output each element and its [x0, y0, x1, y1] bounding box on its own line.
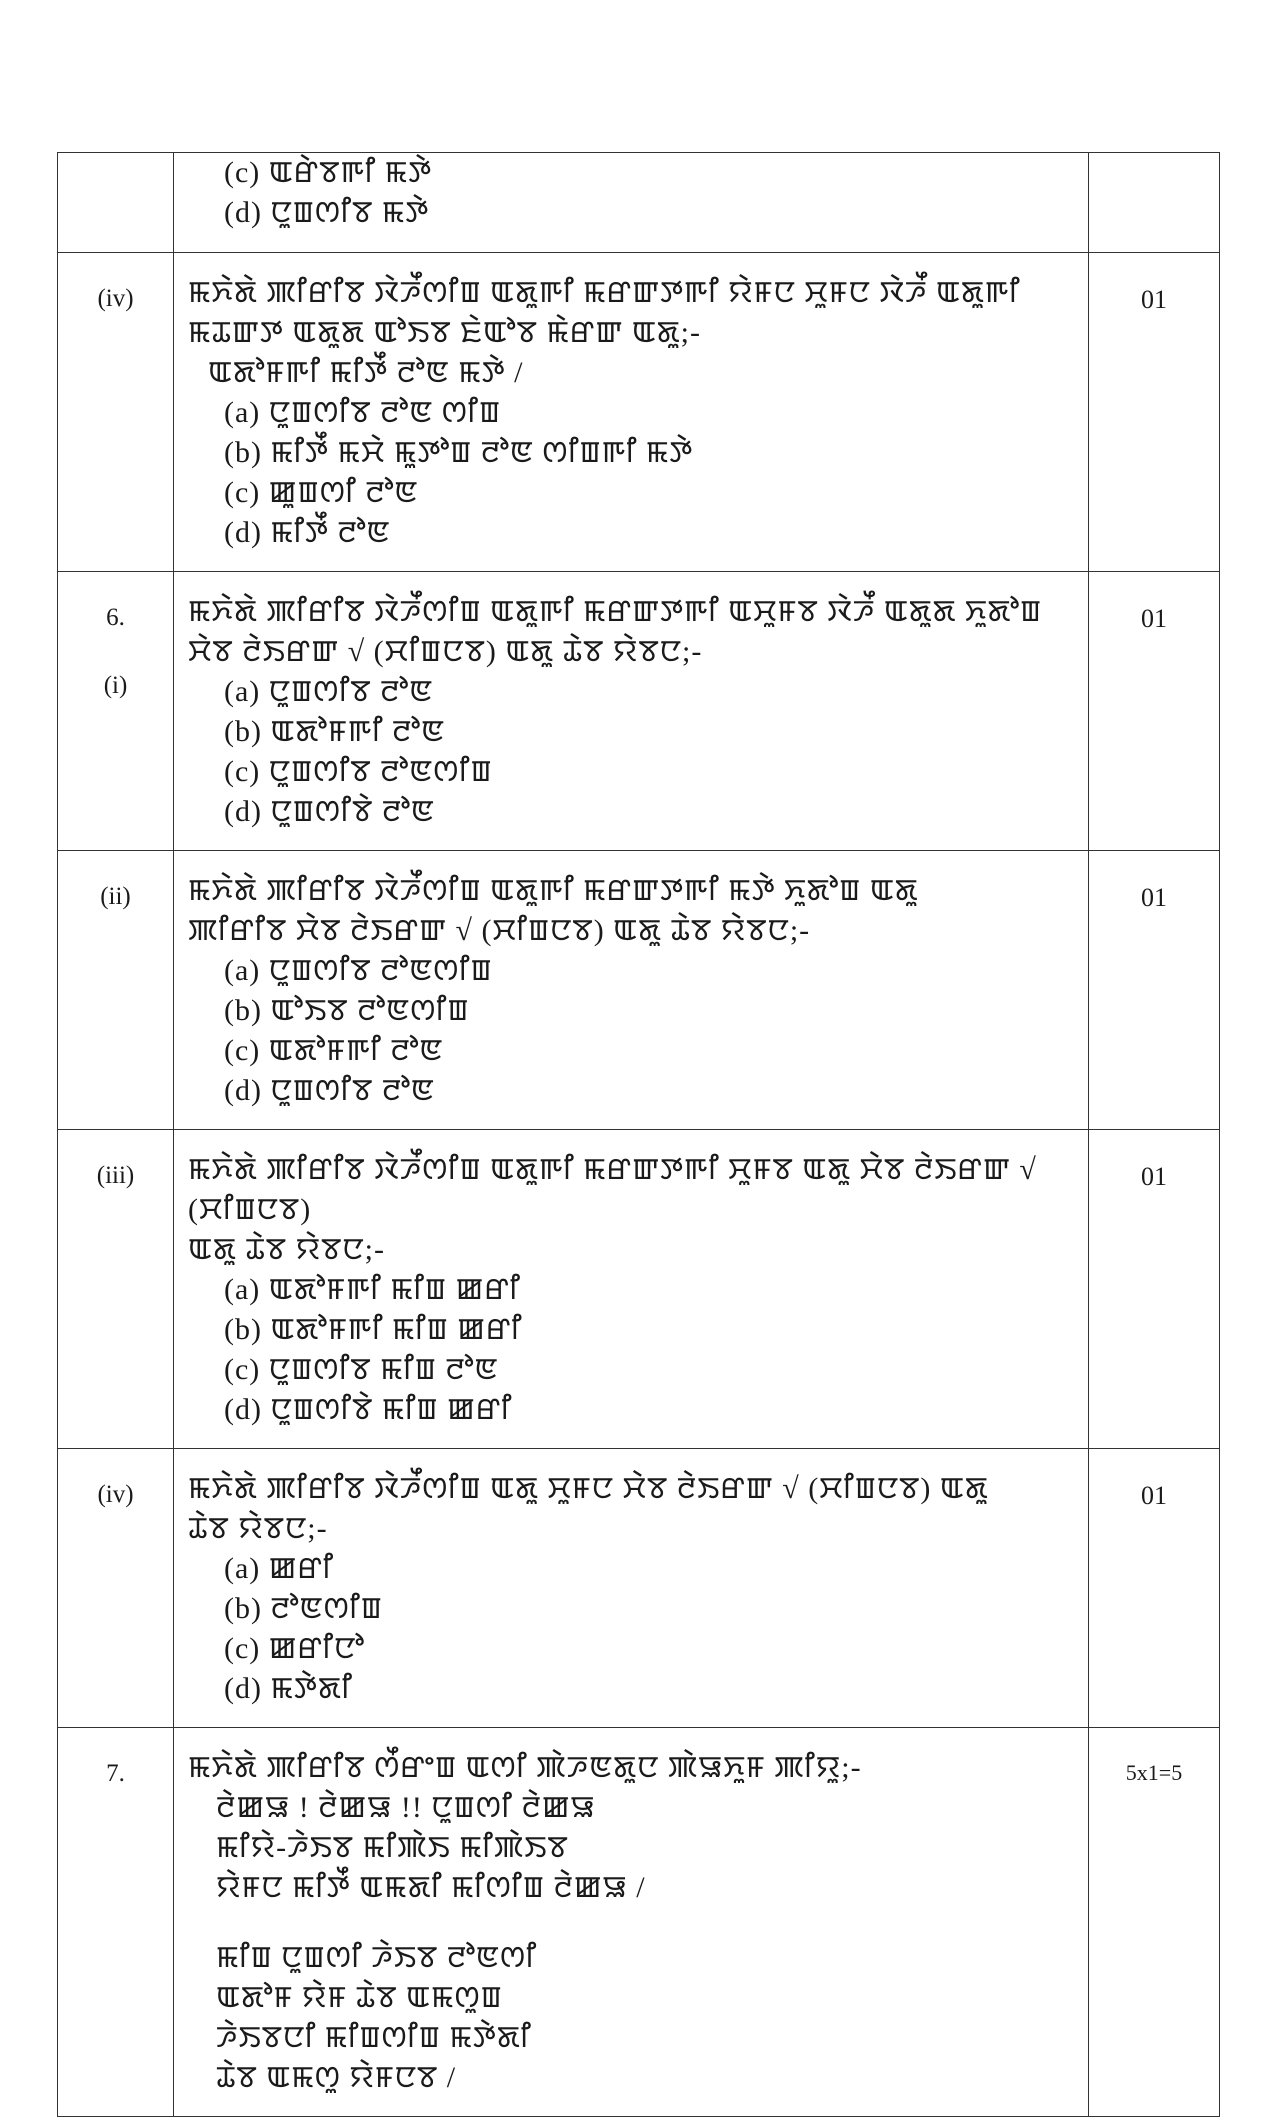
marks-cell: 01	[1089, 572, 1220, 851]
option-b: (b) ꯑꯗꯣꯝꯒꯤ ꯂꯣꯟ	[224, 715, 446, 748]
question-number: 7.	[58, 1728, 174, 2117]
question-sub-number: (i)	[103, 672, 128, 699]
option-d: (d) ꯃꯤꯇꯩ ꯂꯣꯟ	[224, 516, 391, 549]
option-c: (c) ꯑꯔꯥꯕꯒꯤ ꯃꯇꯥ	[224, 156, 433, 189]
question-body	[174, 1130, 1089, 1449]
question-row	[58, 1449, 1220, 1728]
question-body	[174, 153, 1089, 253]
poem-line: ꯂꯥꯀꯎ ! ꯂꯥꯀꯎ !! ꯅꯨꯡꯁꯤ ꯂꯥꯀꯎ	[216, 1791, 596, 1824]
question-number: (iii)	[58, 1130, 174, 1449]
question-number	[58, 153, 174, 253]
option-b: (b) ꯃꯤꯇꯩ ꯃꯆꯥ ꯃꯨꯇꯣꯡ ꯂꯣꯟ ꯁꯤꯡꯒꯤ ꯃꯇꯥ	[224, 436, 694, 469]
poem-line: ꯑꯗꯣꯝ ꯌꯥꯝ ꯊꯥꯕ ꯑꯃꯁꯨꯡ	[216, 1981, 503, 2014]
option-c: (c) ꯑꯗꯣꯝꯒꯤ ꯂꯣꯟ	[224, 1034, 444, 1067]
option-a: (a) ꯀꯔꯤ	[224, 1552, 335, 1585]
question-number: (ii)	[58, 851, 174, 1130]
option-c: (c) ꯀꯔꯤꯅꯣ	[224, 1632, 366, 1665]
marks-cell	[1089, 153, 1220, 253]
question-table	[57, 152, 1220, 2117]
marks-cell: 01	[1089, 253, 1220, 572]
option-d: (d) ꯅꯨꯡꯁꯤꯕ ꯃꯇꯥ	[224, 196, 430, 229]
question-stem-line: ꯃꯊꯛꯇ ꯑꯗꯨꯗ ꯑꯣꯏꯕ ꯐꯥꯑꯣꯕ ꯃꯥꯔꯛ ꯑꯗꯨ;-	[188, 316, 701, 349]
poem-line: ꯍꯥꯏꯕꯅꯤ ꯃꯤꯡꯁꯤꯡ ꯃꯇꯥꯗꯤ	[216, 2021, 532, 2054]
option-c: (c) ꯅꯨꯡꯁꯤꯕ ꯂꯣꯟꯁꯤꯡ	[224, 755, 493, 788]
question-row	[58, 1130, 1220, 1449]
question-row	[58, 153, 1220, 253]
option-a: (a) ꯅꯨꯡꯁꯤꯕ ꯂꯣꯟ	[224, 675, 434, 708]
option-b: (b) ꯂꯣꯟꯁꯤꯡ	[224, 1592, 383, 1625]
option-c: (c) ꯀꯨꯡꯁꯤ ꯂꯣꯟ	[224, 476, 419, 509]
question-body	[174, 1449, 1089, 1728]
option-b: (b) ꯑꯣꯏꯕ ꯂꯣꯟꯁꯤꯡ	[224, 994, 470, 1027]
option-c: (c) ꯅꯨꯡꯁꯤꯕ ꯃꯤꯡ ꯂꯣꯟ	[224, 1353, 499, 1386]
question-stem-line: ꯃꯈꯥꯗꯥ ꯄꯤꯔꯤꯕ ꯋꯥꯍꯩꯁꯤꯡ ꯑꯗꯨꯒꯤ ꯃꯔꯛꯇꯒꯤ ꯃꯇꯥ ꯈꯨꯗꯣꯡ ꯑꯗꯨ	[188, 874, 919, 907]
question-row	[58, 851, 1220, 1130]
question-body	[174, 572, 1089, 851]
question-stem-line: ꯃꯈꯥꯗꯥ ꯄꯤꯔꯤꯕ ꯋꯥꯍꯩꯁꯤꯡ ꯑꯗꯨꯒꯤ ꯃꯔꯛꯇꯒꯤ ꯆꯨꯝꯕ ꯑꯗꯨ ꯆꯥꯕ ꯂꯥꯏꯔꯛ √ (ꯆꯤꯡꯅꯕ)	[188, 1153, 1037, 1226]
question-stem-line: ꯃꯈꯥꯗꯥ ꯄꯤꯔꯤꯕ ꯋꯥꯍꯩꯁꯤꯡ ꯑꯗꯨꯒꯤ ꯃꯔꯛꯇꯒꯤ ꯌꯥꯝꯅ ꯆꯨꯝꯅ ꯋꯥꯍꯩ ꯑꯗꯨꯒꯤ	[188, 276, 1021, 309]
question-stem-line: ꯃꯈꯥꯗꯥ ꯄꯤꯔꯤꯕ ꯋꯥꯍꯩꯁꯤꯡ ꯑꯗꯨ ꯆꯨꯝꯅ ꯆꯥꯕ ꯂꯥꯏꯔꯛ √ (ꯆꯤꯡꯅꯕ) ꯑꯗꯨ	[188, 1472, 989, 1505]
option-d: (d) ꯅꯨꯡꯁꯤꯕꯥ ꯂꯣꯟ	[224, 795, 435, 828]
question-stem-line: ꯃꯈꯥꯗꯥ ꯄꯤꯔꯤꯕ ꯋꯥꯍꯩꯁꯤꯡ ꯑꯗꯨꯒꯤ ꯃꯔꯛꯇꯒꯤ ꯑꯆꯨꯝꯕ ꯋꯥꯍꯩ ꯑꯗꯨꯗ ꯈꯨꯗꯣꯡ	[188, 595, 1043, 628]
question-main-number: 6.	[106, 604, 125, 631]
poem-line: ꯊꯥꯕ ꯑꯃꯁꯨ ꯌꯥꯝꯅꯕ /	[216, 2061, 457, 2094]
question-stem-line: ꯆꯥꯕ ꯂꯥꯏꯔꯛ √ (ꯆꯤꯡꯅꯕ) ꯑꯗꯨ ꯊꯥꯕ ꯌꯥꯕꯅ;-	[188, 635, 703, 668]
option-b: (b) ꯑꯗꯣꯝꯒꯤ ꯃꯤꯡ ꯀꯔꯤ	[224, 1313, 523, 1346]
question-stem-line: ꯄꯤꯔꯤꯕ ꯆꯥꯕ ꯂꯥꯏꯔꯛ √ (ꯆꯤꯡꯅꯕ) ꯑꯗꯨ ꯊꯥꯕ ꯌꯥꯕꯅ;-	[188, 914, 811, 947]
question-body	[174, 851, 1089, 1130]
poem-line: ꯌꯥꯝꯅ ꯃꯤꯇꯩ ꯑꯃꯗꯤ ꯃꯤꯁꯤꯡ ꯂꯥꯀꯎ /	[216, 1871, 646, 1904]
marks-cell: 5x1=5	[1089, 1728, 1220, 2117]
question-body	[174, 1728, 1089, 2117]
question-stem-line: ꯑꯗꯣꯝꯒꯤ ꯃꯤꯇꯩ ꯂꯣꯟ ꯃꯇꯥ /	[208, 356, 524, 389]
option-d: (d) ꯃꯇꯥꯗꯤ	[224, 1672, 353, 1705]
poem-line: ꯃꯤꯌꯥ-ꯍꯥꯏꯕ ꯃꯤꯄꯥꯏ ꯃꯤꯄꯥꯏꯕ	[216, 1831, 569, 1864]
stanza-gap	[188, 1908, 1076, 1938]
option-a: (a) ꯅꯨꯡꯁꯤꯕ ꯂꯣꯟꯁꯤꯡ	[224, 954, 493, 987]
question-stem-line: ꯊꯥꯕ ꯌꯥꯕꯅ;-	[188, 1512, 328, 1545]
question-row	[58, 1728, 1220, 2117]
marks-cell: 01	[1089, 1449, 1220, 1728]
question-number: (iv)	[58, 253, 174, 572]
option-d: (d) ꯅꯨꯡꯁꯤꯕꯥ ꯃꯤꯡ ꯀꯔꯤ	[224, 1393, 513, 1426]
question-row	[58, 572, 1220, 851]
option-a: (a) ꯅꯨꯡꯁꯤꯕ ꯂꯣꯟ ꯁꯤꯡ	[224, 396, 502, 429]
question-stem-line: ꯑꯗꯨ ꯊꯥꯕ ꯌꯥꯕꯅ;-	[188, 1233, 385, 1266]
question-body	[174, 253, 1089, 572]
poem-line: ꯃꯤꯡ ꯅꯨꯡꯁꯤ ꯍꯥꯏꯕ ꯂꯣꯟꯁꯤ	[216, 1941, 538, 1974]
marks-cell: 01	[1089, 1130, 1220, 1449]
question-stem-line: ꯃꯈꯥꯗꯥ ꯄꯤꯔꯤꯕ ꯁꯩꯔꯦꯡ ꯑꯁꯤ ꯄꯥꯍꯟꯗꯨꯅ ꯄꯥꯎꯈꯨꯝ ꯄꯤꯌꯨ;-	[188, 1751, 862, 1784]
marks-cell: 01	[1089, 851, 1220, 1130]
question-row	[58, 253, 1220, 572]
question-number	[58, 572, 174, 851]
question-number: (iv)	[58, 1449, 174, 1728]
option-d: (d) ꯅꯨꯡꯁꯤꯕ ꯂꯣꯟ	[224, 1074, 435, 1107]
option-a: (a) ꯑꯗꯣꯝꯒꯤ ꯃꯤꯡ ꯀꯔꯤ	[224, 1273, 521, 1306]
